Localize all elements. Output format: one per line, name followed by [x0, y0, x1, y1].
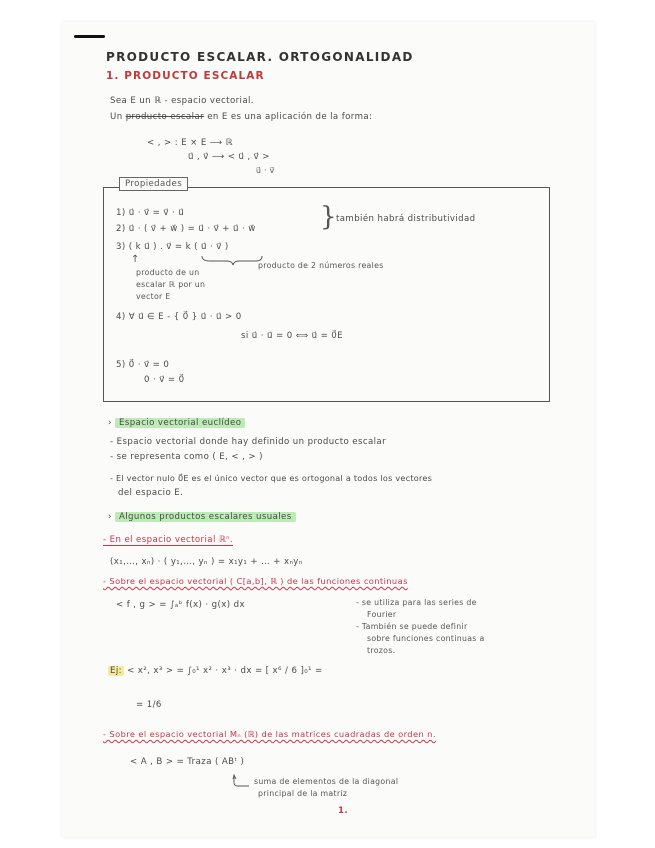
bullet-arrow-icon: ›: [108, 418, 112, 428]
usual-r2-note-3: - También se puede definir: [356, 622, 468, 631]
usual-r2-note-1: - se utiliza para las series de: [356, 598, 477, 607]
property-4b: si u⃗ · u⃗ = 0 ⟺ u⃗ = 0⃗E: [241, 331, 344, 341]
decorative-bar: [74, 35, 105, 38]
section-heading: 1. PRODUCTO ESCALAR: [106, 70, 265, 82]
usual-r2-text: - Sobre el espacio vectorial ( C[a,b], ℝ ) de las funciones continuas: [103, 576, 408, 586]
example-label: Ej:: [110, 666, 122, 676]
page-title: PRODUCTO ESCALAR. ORTOGONALIDAD: [106, 50, 414, 64]
property-5b: 0 · v⃗ = 0⃗: [144, 375, 185, 385]
page-number: 1.: [338, 806, 349, 816]
example-row: [108, 666, 323, 676]
property-3-note: producto de 2 números reales: [258, 261, 384, 270]
underbrace-icon: [200, 252, 265, 268]
usual-r3-formula: < A , B > = Traza ( ABᵗ ): [130, 757, 245, 767]
intro-rest: en E es una aplicación de la forma:: [207, 112, 373, 122]
brace-note: también habrá distributividad: [336, 214, 476, 224]
euclid-bullet-3a: - El vector nulo 0⃗E es el único vector que es ortogonal a todos los vectores: [110, 473, 433, 483]
brace-icon: }: [320, 202, 337, 232]
euclid-bullet-3b: del espacio E.: [118, 488, 184, 498]
usual-r2: [103, 576, 408, 586]
usual-r2-note-5: trozos.: [367, 646, 396, 655]
property-1: 1) u⃗ · v⃗ = v⃗ · u⃗: [116, 208, 185, 218]
example-formula: < x², x³ > = ∫₀¹ x² · x³ · dx = [ x⁶ / 6 ]₀¹ =: [127, 666, 323, 676]
intro-line-2: [110, 112, 372, 122]
map-line-3: u⃗ · v⃗: [256, 166, 275, 175]
curved-arrow-icon: [230, 774, 252, 790]
property-5a: 5) 0⃗ · v⃗ = 0: [116, 360, 170, 370]
usual-r3-note-1: suma de elementos de la diagonal: [254, 777, 399, 786]
property-3-left-2: escalar ℝ por un: [136, 280, 206, 289]
intro-line-1: Sea E un ℝ - espacio vectorial.: [110, 96, 254, 106]
property-4a: 4) ∀ u⃗ ∈ E - { 0⃗ } u⃗ · u⃗ > 0: [116, 312, 242, 322]
usual-r1-text: - En el espacio vectorial ℝⁿ.: [103, 535, 234, 545]
bullet-arrow-icon-2: ›: [108, 512, 112, 522]
map-line-1: < , > : E × E ⟶ ℝ: [147, 138, 233, 148]
usual-r3-text: - Sobre el espacio vectorial Mₙ (ℝ) de las matrices cuadradas de orden n.: [103, 729, 436, 739]
intro-term: producto escalar: [125, 112, 205, 122]
map-line-2: u⃗ , v⃗ ⟶ < u⃗ , v⃗ >: [188, 152, 270, 162]
usual-r1: [103, 535, 233, 545]
euclid-heading-row: [108, 418, 245, 428]
usual-r3-note-2: principal de la matriz: [258, 789, 348, 798]
usual-heading: Algunos productos escalares usuales: [115, 512, 296, 522]
usual-r2-formula: < f , g > = ∫ₐᵇ f(x) · g(x) dx: [116, 600, 245, 610]
euclid-bullet-2: - se representa como ( E, < , > ): [110, 452, 263, 462]
arrow-up-icon: ↑: [131, 254, 140, 265]
properties-label: Propiedades: [119, 177, 188, 191]
property-3: 3) ( k u⃗ ) . v⃗ = k ( u⃗ · v⃗ ): [116, 242, 229, 252]
euclid-bullet-1: - Espacio vectorial donde hay definido un producto escalar: [110, 437, 387, 447]
usual-r2-note-4: sobre funciones continuas a: [367, 634, 485, 643]
intro-un: Un: [110, 112, 123, 122]
notebook-page: [62, 22, 595, 837]
property-2: 2) u⃗ · ( v⃗ + w⃗ ) = u⃗ · v⃗ + u⃗ · w⃗: [116, 224, 256, 234]
usual-r3: [103, 729, 436, 739]
usual-heading-row: [108, 512, 296, 522]
property-3-left-3: vector E: [136, 292, 171, 301]
euclid-heading: Espacio vectorial euclídeo: [115, 418, 245, 428]
property-3-left-1: producto de un: [136, 268, 200, 277]
usual-r1-formula: (x₁,…, xₙ) · ( y₁,…, yₙ ) = x₁y₁ + … + xₙyₙ: [110, 557, 303, 567]
usual-r2-note-2: Fourier: [367, 610, 397, 619]
example-result: = 1/6: [136, 700, 162, 710]
